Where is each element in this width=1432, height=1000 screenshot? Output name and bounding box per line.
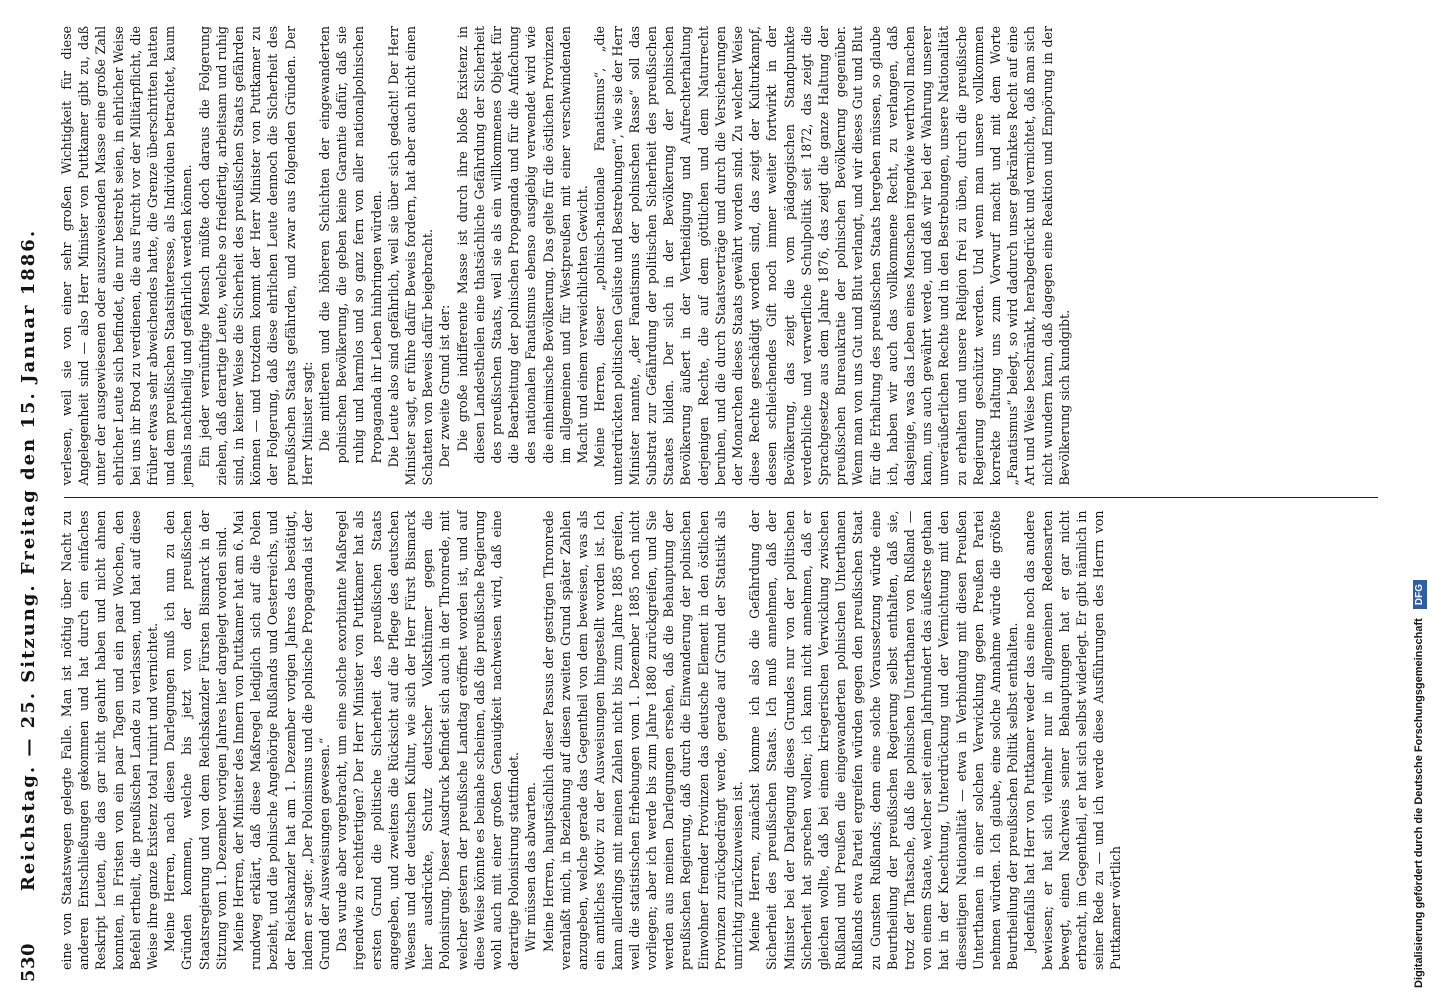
paragraph: Ein jeder vernünftige Mensch müßte doch daraus die Folgerung ziehen, daß derartige Leute, welche so friedfertig, arbeitsam und ruhig sind, in keiner Weise die Sicherheit des preußischen Staats gefährden können — und trotzdem kommt der Herr Minister von Puttkamer zu der Folgerung, daß diese ehrlichen Leute dennoch die Sicherheit des preußischen Staats gefährden, und zwar aus folgenden Gründen. Der Herr Minister sagt: <box>196 26 315 486</box>
paragraph: Die Leute also sind gefährlich, weil sie über sich gedacht! Der Herr Minister sagt, er führe dafür Beweis fordern, hat aber auch nicht einen Schatten von Beweis dafür beigebracht. <box>385 26 436 486</box>
text-columns <box>58 14 1378 982</box>
digitization-credit-text <box>1406 0 1432 1000</box>
page-header <box>8 18 48 982</box>
paragraph: Meine Herren, dieser „polnisch-nationale Fanatismus“, „die unterdrückten politischen Gelüste und Bestrebungen“, wie sie der Herr Minister nannte, „der Fanatismus der polnischen Rasse“ soll das Substrat zur Gefährdung der politischen Sicherheit des preußischen Staates bilden. Der sich in der Bevölkerung der polnischen Bevölkerung äußert in der Vertheidigung und Aufrechterhaltung derjenigen Rechte, die auf dem göttlichen und dem Naturrecht beruhen, und die durch Staatsverträge und durch die Versicherungen der Monarchen dieses Staats gewährt worden sind. Zu welcher Weise diese Rechte geschädigt worden sind, das zeigt der Kulturkampf, dessen schleichendes Gift noch immer weiter fortwirkt in der Bevölkerung, das zeigt die vom pädagogischen Standpunkte verderbliche und verwerfliche Schulpolitik seit 1872, das zeigt die Sprachgesetze aus dem Jahre 1876, das zeigt die ganze Haltung der preußischen Bureaukratie der polnischen Bevölkerung gegenüber. Wenn man von uns Gut und Blut verlangt, und wir dieses Gut und Blut für die Erhaltung des preußischen Staats hergeben müssen, so glaube ich, haben wir auch das vollkommene Recht, zu verlangen, daß dasjenige, was das Leben eines Menschen irgendwie werthvoll machen kann, uns auch gewährt werde, und daß wir bei der Wahrung unserer unveräußerlichen Rechte und in den Bestrebungen, unsere Nationalität zu erhalten und unsere Religion frei zu üben, durch die preußische Regierung geschützt werden. Und wenn man unsere vollkommen korrekte Haltung uns zum Vorwurf macht und mit dem Worte „Fanatismus“ belegt, so wird dadurch unser gekränktes Recht auf eine Art und Weise beschränkt, herabgedrückt und vernichtet, daß man sich nicht wundern kann, daß dagegen eine Reaktion und Empörung in der Bevölkerung sich kundgibt. <box>592 25 1072 486</box>
quoted-paragraph: Die große indifferente Masse ist durch ihre bloße Existenz in diesen Landestheilen eine thatsächliche Gefährdung der Sicherheit des preußischen Staats, weil sie als ein willkommenes Objekt für die Bearbeitung der polnischen Propaganda und für die Anfachung des nationalen Fanatismus ebenso ausgiebig verwendet wird wie die einheimische Bevölkerung. Das gelte für die östlichen Provinzen im allgemeinen und für Westpreußen mit einer verschwindenden Macht und einem verweichlichten Gewicht. <box>454 26 591 464</box>
page-number: 530 <box>17 942 39 982</box>
dfg-logo: DFG <box>1413 580 1427 609</box>
paragraph: eine von Staatswegen gelegte Falle. Man ist nöthig über Nacht zu anderen Entschließungen gekommen und hat durch ein einfaches Reskript Leuten, die das gar nicht geahnt haben und nicht ahnen konnten, in Fristen von ein paar Tagen und ein paar Wochen, den Befehl ertheilt, die preußischen Lande zu verlassen, und hat auf diese Weise ihre ganze Existenz total ruinirt und vernichtet. <box>59 510 161 970</box>
paragraph: Meine Herren, nach diesen Darlegungen muß ich nun zu den Gründen kommen, welche bis jetzt von der preußischen Staatsregierung und von dem Reichskanzler Fürsten Bismarck in der Sitzung vom 1. Dezember vorigen Jahres hier dargelegt worden sind. <box>162 510 229 970</box>
left-column <box>58 499 1378 983</box>
paragraph: Meine Herren, zunächst komme ich also die Gefährdung der Sicherheit des preußischen Staats. Ich muß annehmen, daß der Minister bei der Darlegung dieses Grundes nur von der politischen Sicherheit hat sprechen wollen; ich kann nicht annehmen, daß er gleichen wollte, daß bei einem kriegerischen Verwicklung zwischen Rußland und Preußen die eingewanderten polnischen Unterthanen Rußlands etwa Partei ergreifen würden gegen den preußischen Staat zu Gunsten Rußlands; denn eine solche Voraussetzung würde eine Beurtheilung der preußischen Regierung selbst enthalten, daß sie, trotz der Thatsache, daß die polnischen Unterthanen von Rußland — von einem Staate, welcher seit einem Jahrhundert das äußerste gethan hat in der Knechtung, Unterdrückung und der Vernichtung mit den diesseitigen Nationalität — etwa in Verbindung mit diesen Preußen Unterthanen in einer solchen Verwicklung gegen Preußen Partei nehmen würden. Ich glaube, eine solche Annahme würde die größte Beurtheilung der preußischen Politik selbst enthalten. <box>747 510 1021 970</box>
digitization-credit <box>1406 0 1432 1000</box>
paragraph: Das wurde aber vorgebracht, um eine solche exorbitante Maßregel irgendwie zu rechtfertigen? Der Herr Minister von Puttkamer hat als ersten Grund die politische Sicherheit des preußischen Staats angegeben, und zweitens die Rücksicht auf die Pflege des deutschen Wesens und der deutschen Kultur, wie sich der Herr Fürst Bismarck hier ausdrückte, Schutz deutscher Volksthümer gegen die Polonisirung. Dieser Ausdruck befindet sich auch in der Thronrede, mit welcher gestern der preußische Landtag eröffnet worden ist, und auf diese Weise könnte es beinahe scheinen, daß die preußische Regierung wohl auch mit einer großen Genauigkeit nachweisen wird, daß eine derartige Polonisirung stattfindet. <box>334 510 522 970</box>
paragraph: Wir müssen das abwarten. <box>523 782 539 952</box>
quoted-paragraph: Die mittleren und die höheren Schichten der eingewanderten polnischen Bevölkerung, die geben keine Garantie dafür, daß sie ruhig und harmlos und so ganz fern von aller nationalpolnischen Propaganda ihr Leben hinbringen würden. <box>317 26 384 464</box>
running-title: Reichstag. — 25. Sitzung. Freitag den 15. Januar 1886. <box>17 228 39 892</box>
column-divider <box>64 498 1378 499</box>
credit-text: Digitalisierung gefördert durch die Deutsche Forschungsgemeinschaft <box>1413 618 1425 988</box>
paragraph: Meine Herren, der Minister des Innern von Puttkamer hat am 6. Mai rundweg erklärt, daß diese Maßregel lediglich sich auf die Polen bezieht, und die polnische Angehörige Rußlands und Oesterreichs, und der Reichskanzler hat am 1. Dezember vorigen Jahres das bestätigt, indem er sagte: „Der Polonismus und die polnische Propaganda ist der Grund der Ausweisungen gewesen.“ <box>231 510 333 970</box>
paragraph: Der zweite Grund ist der: <box>437 304 453 468</box>
paragraph: Meine Herren, hauptsächlich dieser Passus der gestrigen Thronrede veranlaßt mich, in Beziehung auf diesen zweiten Grund später Zahlen anzugeben, welche gerade das Gegentheil von dem beweisen, was als ein amtliches Motiv zu der Ausweisungen hingestellt worden ist. Ich kann allerdings mit meinen Zahlen nicht bis zum Jahre 1885 greifen, weil die statistischen Erhebungen vom 1. Dezember 1885 noch nicht vorliegen; aber ich werde bis zum Jahre 1880 zurückgreifen, und Sie werden aus meinen Darlegungen ersehen, daß die Behauptung der preußischen Regierung, daß durch die Einwanderung der polnischen Einwohner fremder Provinzen das deutsche Element in den östlichen Provinzen zurückgedrängt werde, gerade auf Grund der Statistik als unrichtig zurückzuweisen ist. <box>540 510 745 970</box>
paragraph: verlesen, weil sie von einer sehr großen Wichtigkeit für diese Angelegenheit sind — also Herr Minister von Puttkamer gibt zu, daß unter der ausgewiesenen oder auszuweisenden Masse eine große Zahl ehrlicher Leute sich befindet, die nur bestrebt seien, in ehrlicher Weise bei uns ihr Brod zu verdienen, die aus Furcht vor der Militärpflicht, die früher etwas sehr abweichendes hatte, die Grenze überschritten hatten und dem preußischen Staatsinteresse, als Individuen betrachtet, kaum jemals nachtheilig und gefährlich werden können. <box>59 26 195 486</box>
right-column <box>58 14 1378 498</box>
paragraph: Jedenfalls hat Herr von Puttkamer weder das eine noch das andere bewiesen; er hat sich vielmehr nur in allgemeinen Redensarten bewegt, einen Nachweis seiner Behauptungen hat er gar nicht erbracht, im Gegentheil, er hat sich selbst widerlegt. Er gibt nämlich in seiner Rede zu — und ich werde diese Ausführungen des Herrn von Puttkamer wörtlich <box>1022 510 1124 970</box>
